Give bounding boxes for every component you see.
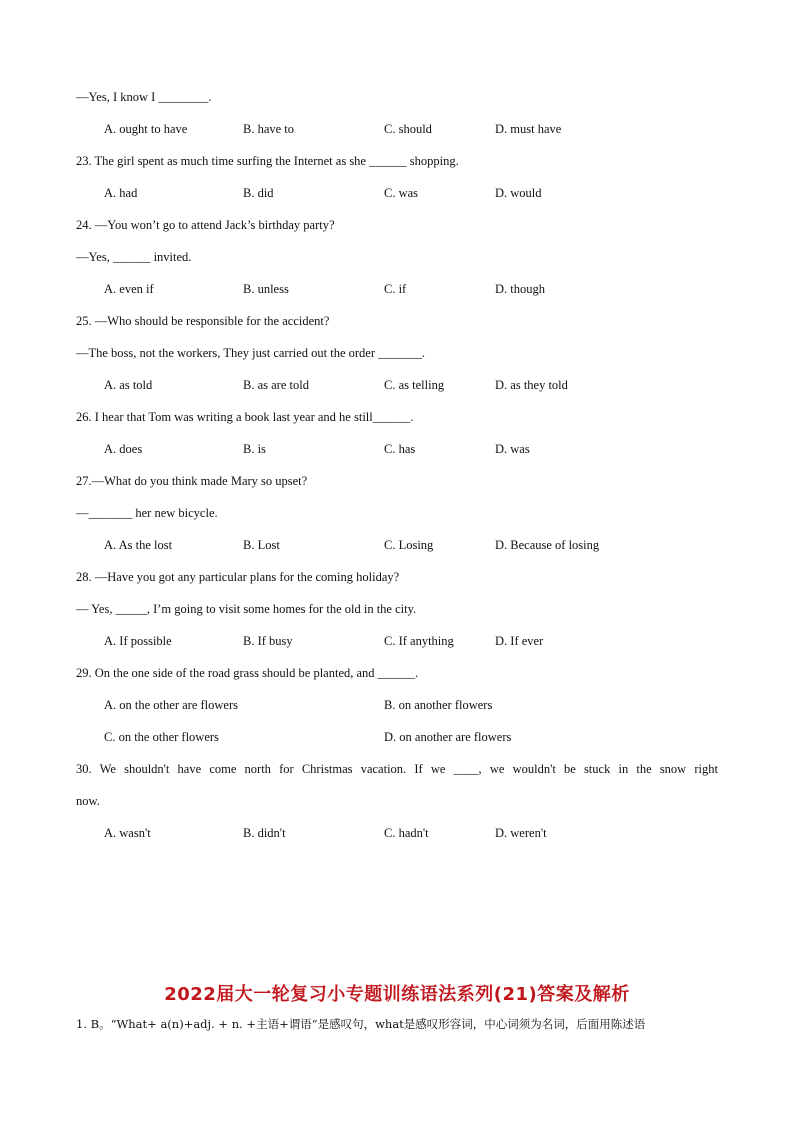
q22-option-b: B. have to	[243, 122, 295, 136]
q24-reply: —Yes, ______ invited.	[76, 250, 192, 264]
q24-option-d: D. though	[495, 282, 545, 296]
q25-option-a: A. as told	[104, 378, 153, 392]
q27-option-d: D. Because of losing	[495, 538, 600, 552]
q27-stem: 27.—What do you think made Mary so upset?	[76, 474, 308, 488]
answers-title: 2022届大一轮复习小专题训练语法系列(21)答案及解析	[164, 984, 630, 1005]
q29-stem: 29. On the one side of the road grass should be planted, and ______.	[76, 666, 419, 680]
q29-option-d: D. on another are flowers	[384, 730, 512, 744]
q23-option-b: B. did	[243, 186, 274, 200]
q23-stem: 23. The girl spent as much time surfing the Internet as she ______ shopping.	[76, 154, 459, 168]
q25-option-b: B. as are told	[243, 378, 309, 392]
q29-option-c: C. on the other flowers	[104, 730, 219, 744]
q24-option-b: B. unless	[243, 282, 289, 296]
q22-reply: —Yes, I know I ________.	[76, 90, 212, 104]
q29-option-a: A. on the other are flowers	[104, 698, 238, 712]
q27-reply: —_______ her new bicycle.	[76, 506, 218, 520]
q28-option-b: B. If busy	[243, 634, 293, 648]
q26-stem: 26. I hear that Tom was writing a book last year and he still______.	[76, 410, 414, 424]
q22-option-a: A. ought to have	[104, 122, 188, 136]
q30-stem: 30. We shouldn't have come north for Christmas vacation. If we ____, we wouldn't be stuck in the snow right	[76, 762, 718, 776]
q27-option-a: A. As the lost	[104, 538, 173, 552]
q26-option-d: D. was	[495, 442, 530, 456]
q30-option-c: C. hadn't	[384, 826, 429, 840]
q23-option-c: C. was	[384, 186, 419, 200]
q28-option-a: A. If possible	[104, 634, 172, 648]
q25-option-c: C. as telling	[384, 378, 445, 392]
q29-option-b: B. on another flowers	[384, 698, 493, 712]
q27-option-b: B. Lost	[243, 538, 280, 552]
q23-option-a: A. had	[104, 186, 138, 200]
q28-stem: 28. —Have you got any particular plans for the coming holiday?	[76, 570, 400, 584]
q30-option-a: A. wasn't	[104, 826, 151, 840]
q25-stem: 25. —Who should be responsible for the accident?	[76, 314, 330, 328]
q30-stem-continued: now.	[76, 794, 100, 808]
q28-reply: — Yes, _____, I’m going to visit some homes for the old in the city.	[76, 602, 417, 616]
q30-option-b: B. didn't	[243, 826, 286, 840]
q28-option-c: C. If anything	[384, 634, 454, 648]
q24-stem: 24. —You won’t go to attend Jack’s birthday party?	[76, 218, 335, 232]
q25-option-d: D. as they told	[495, 378, 568, 392]
q30-option-d: D. weren't	[495, 826, 547, 840]
q24-option-c: C. if	[384, 282, 407, 296]
q22-option-c: C. should	[384, 122, 432, 136]
q24-option-a: A. even if	[104, 282, 154, 296]
q26-option-a: A. does	[104, 442, 143, 456]
q26-option-b: B. is	[243, 442, 266, 456]
q25-reply: —The boss, not the workers, They just carried out the order _______.	[76, 346, 425, 360]
q27-option-c: C. Losing	[384, 538, 434, 552]
answer-1: 1. B。“What+ a(n)+adj. + n. +主语+谓语”是感叹句，what是感叹形容词，中心词须为名词，后面用陈述语	[76, 1017, 646, 1031]
q28-option-d: D. If ever	[495, 634, 544, 648]
q26-option-c: C. has	[384, 442, 416, 456]
q23-option-d: D. would	[495, 186, 542, 200]
q22-option-d: D. must have	[495, 122, 562, 136]
